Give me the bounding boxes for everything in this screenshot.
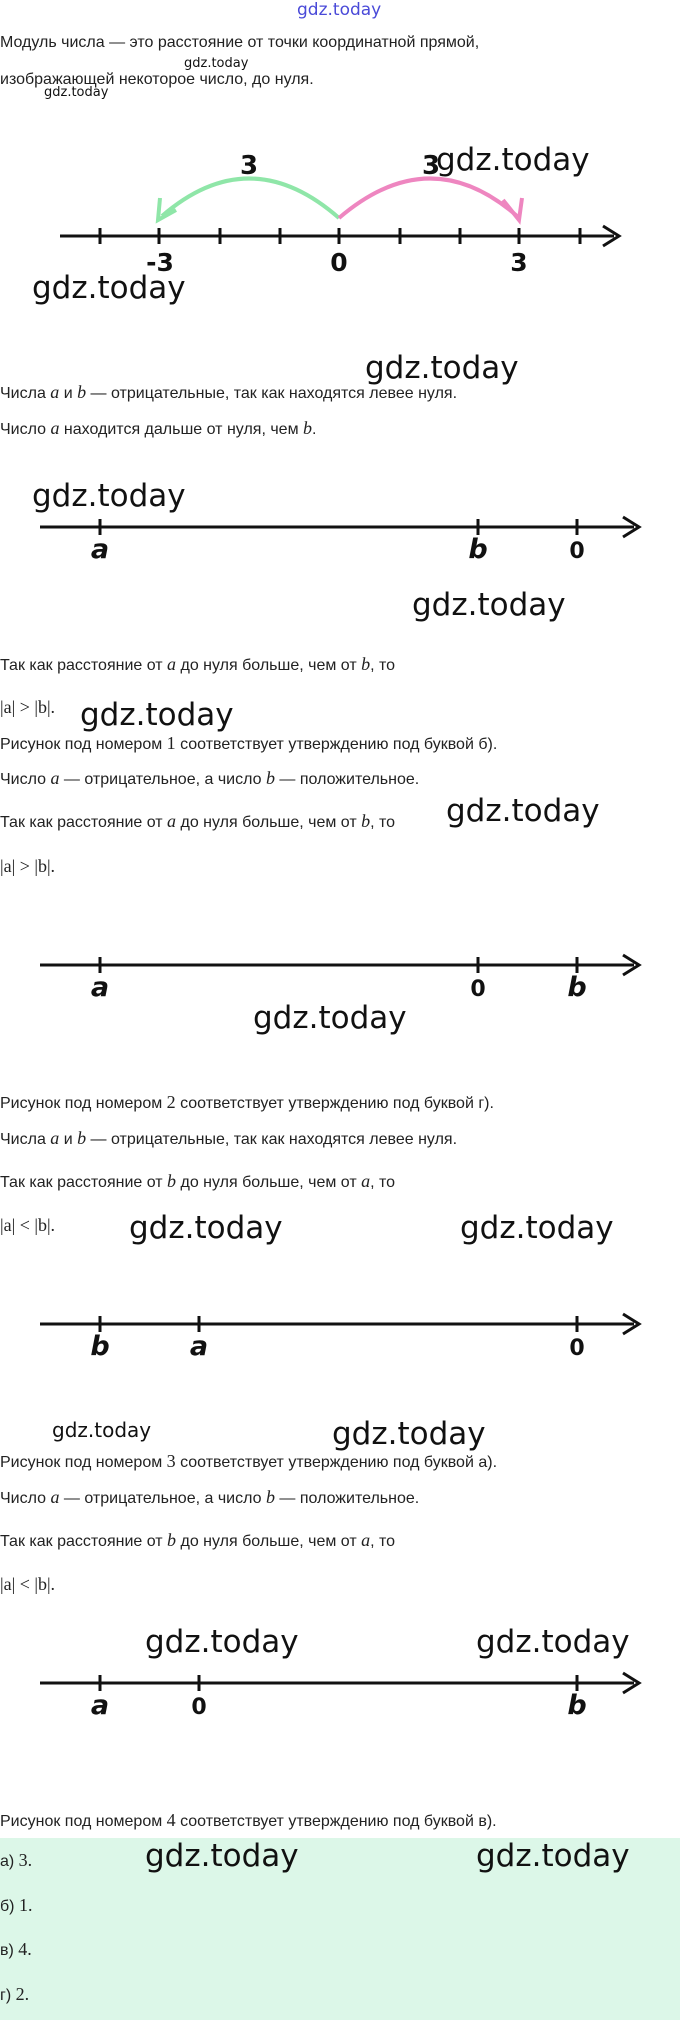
- case3-conclusion: Рисунок под номером 3 соответствует утверждению под буквой а).: [0, 1451, 498, 1471]
- point-label-0: 0: [569, 1336, 585, 1361]
- watermark: gdz.today: [332, 1416, 486, 1452]
- watermark: gdz.today: [145, 1624, 299, 1660]
- watermark: gdz.today: [184, 56, 249, 71]
- case4-text-2: Так как расстояние от b до нуля больше, чем от a, то: [0, 1530, 396, 1550]
- point-label-a: a: [90, 1690, 110, 1721]
- case3-formula: |a| < |b|.: [0, 1215, 56, 1235]
- watermark: gdz.today: [412, 587, 566, 623]
- answer-item: в) 4.: [0, 1939, 32, 1959]
- watermark: gdz.today: [476, 1838, 630, 1874]
- point-label-b: b: [567, 1690, 587, 1721]
- watermark: gdz.today: [436, 142, 590, 178]
- answer-item: а) 3.: [0, 1850, 33, 1870]
- watermark: gdz.today: [32, 270, 186, 306]
- point-label-a: a: [90, 534, 110, 565]
- tick-label-minus-3: -3: [146, 248, 174, 277]
- watermark: gdz.today: [129, 1210, 283, 1246]
- case1-formula: |a| > |b|.: [0, 697, 56, 717]
- point-label-0: 0: [191, 1695, 207, 1720]
- point-label-b: b: [90, 1331, 110, 1362]
- point-label-a: a: [189, 1331, 209, 1362]
- watermark: gdz.today: [253, 1000, 407, 1036]
- arc-label-left: 3: [239, 151, 259, 181]
- case3-text-2: Так как расстояние от b до нуля больше, чем от a, то: [0, 1171, 396, 1191]
- case1-conclusion: Рисунок под номером 1 соответствует утверждению под буквой б).: [0, 733, 498, 753]
- case1-text-1: Числа a и b — отрицательные, так как находятся левее нуля.: [0, 382, 458, 402]
- watermark: gdz.today: [80, 697, 234, 733]
- case2-conclusion: Рисунок под номером 2 соответствует утверждению под буквой г).: [0, 1092, 494, 1112]
- watermark: gdz.today: [365, 350, 519, 386]
- point-label-a: a: [90, 972, 110, 1003]
- number-line-case1: [0, 505, 680, 565]
- tick-label-3: 3: [510, 248, 528, 277]
- answers-panel: [0, 1838, 680, 2020]
- case3-text-1: Числа a и b — отрицательные, так как находятся левее нуля.: [0, 1128, 458, 1148]
- number-line-case4: [0, 1661, 680, 1721]
- watermark: gdz.today: [446, 793, 600, 829]
- arc-label-right: 3: [421, 151, 441, 181]
- watermark-top: gdz.today: [297, 0, 382, 20]
- case4-formula: |a| < |b|.: [0, 1574, 56, 1594]
- case2-formula: |a| > |b|.: [0, 856, 56, 876]
- intro-line-1: Модуль числа — это расстояние от точки координатной прямой,: [0, 34, 480, 51]
- point-label-0: 0: [569, 539, 585, 564]
- case4-conclusion: Рисунок под номером 4 соответствует утверждению под буквой в).: [0, 1810, 497, 1830]
- case2-text-1: Число a — отрицательное, а число b — положительное.: [0, 768, 420, 788]
- watermark: gdz.today: [145, 1838, 299, 1874]
- point-label-b: b: [567, 972, 587, 1003]
- intro-line-2: изображающей некоторое число, до нуля.: [0, 71, 314, 88]
- watermark: gdz.today: [52, 1418, 152, 1442]
- watermark: gdz.today: [44, 85, 109, 100]
- point-label-b: b: [468, 534, 488, 565]
- number-line-case2: [0, 943, 680, 1003]
- watermark: gdz.today: [32, 478, 186, 514]
- case2-text-2: Так как расстояние от a до нуля больше, чем от b, то: [0, 811, 396, 831]
- number-line-case3: [0, 1302, 680, 1362]
- point-label-0: 0: [470, 977, 486, 1002]
- answer-item: г) 2.: [0, 1984, 30, 2004]
- watermark: gdz.today: [476, 1624, 630, 1660]
- tick-label-0: 0: [330, 248, 348, 277]
- case1-text-3: Так как расстояние от a до нуля больше, чем от b, то: [0, 654, 396, 674]
- answer-item: б) 1.: [0, 1895, 33, 1915]
- case4-text-1: Число a — отрицательное, а число b — положительное.: [0, 1487, 420, 1507]
- case1-text-2: Число a находится дальше от нуля, чем b.: [0, 418, 317, 438]
- watermark: gdz.today: [460, 1210, 614, 1246]
